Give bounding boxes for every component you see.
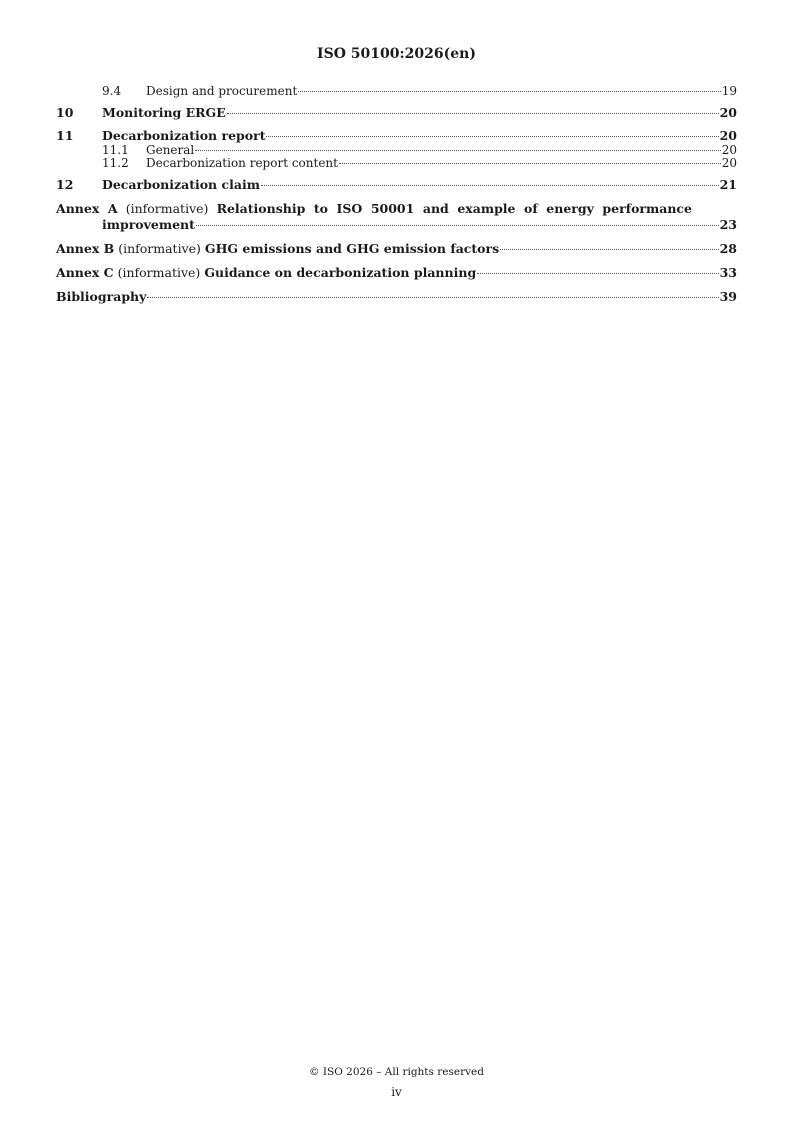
dot-leader [227,113,719,114]
copyright-notice: © ISO 2026 – All rights reserved [309,1066,484,1078]
dot-leader [500,249,718,250]
toc-entry-title: General [146,143,195,157]
toc-entry-title: Bibliography [56,289,147,304]
page-number: iv [391,1085,402,1099]
toc-entry-11-2[interactable] [56,157,737,170]
running-header: ISO 50100:2026(en) [317,46,476,62]
toc-entry-page: 39 [719,289,737,304]
toc-entry-page: 20 [721,156,737,170]
toc-entry-page: 33 [719,265,737,280]
toc-entry-number: 9.4 [102,84,122,98]
toc-entry-number: 11.1 [102,143,129,157]
annex-a-line-1 [56,201,737,217]
annex-label: Annex B [56,241,115,256]
toc-entry-10[interactable] [56,105,737,121]
toc-entry-11[interactable] [56,128,737,144]
annex-qualifier: (informative) [117,265,201,280]
dot-leader [477,273,718,274]
annex-label: Annex C [56,265,114,280]
toc-entry-annex-b[interactable] [56,241,737,257]
dot-leader [195,150,720,151]
dot-leader [196,225,719,226]
annex-title-line-2: improvement [102,217,195,232]
toc-entry-page: 19 [721,84,737,98]
toc-entry-page: 20 [719,128,737,143]
toc-entry-number: 12 [56,177,74,192]
dot-leader [298,91,720,92]
dot-leader [147,297,718,298]
toc-entry-page: 20 [721,143,737,157]
annex-qualifier: (informative) [118,241,201,256]
toc-entry-title: Decarbonization claim [102,177,260,192]
toc-entry-page: 23 [719,217,737,232]
dot-leader [339,163,721,164]
annex-title: GHG emissions and GHG emission factors [204,241,500,256]
toc-entry-number: 10 [56,105,74,120]
annex-title-line-1: Relationship to ISO 50001 and example of energy performance [216,201,692,216]
toc-entry-9-4[interactable] [56,85,737,98]
toc-entry-annex-c[interactable] [56,265,737,281]
toc-entry-page: 21 [719,177,737,192]
annex-a-line-2 [56,217,737,233]
table-of-contents [56,85,737,305]
toc-entry-number: 11.2 [102,156,129,170]
toc-entry-title: Decarbonization report [102,128,266,143]
toc-entry-title: Monitoring ERGE [102,105,226,120]
annex-label: Annex A [56,201,118,216]
toc-entry-title: Decarbonization report content [146,156,338,170]
annex-title: Guidance on decarbonization planning [204,265,477,280]
toc-entry-title: Design and procurement [146,84,298,98]
toc-entry-annex-a[interactable] [56,201,737,233]
dot-leader [266,136,718,137]
toc-entry-number: 11 [56,128,74,143]
annex-qualifier: (informative) [125,201,209,216]
toc-entry-page: 20 [719,105,737,120]
dot-leader [261,185,719,186]
toc-entry-bibliography[interactable] [56,289,737,305]
toc-entry-page: 28 [719,241,737,256]
toc-entry-12[interactable] [56,177,737,193]
